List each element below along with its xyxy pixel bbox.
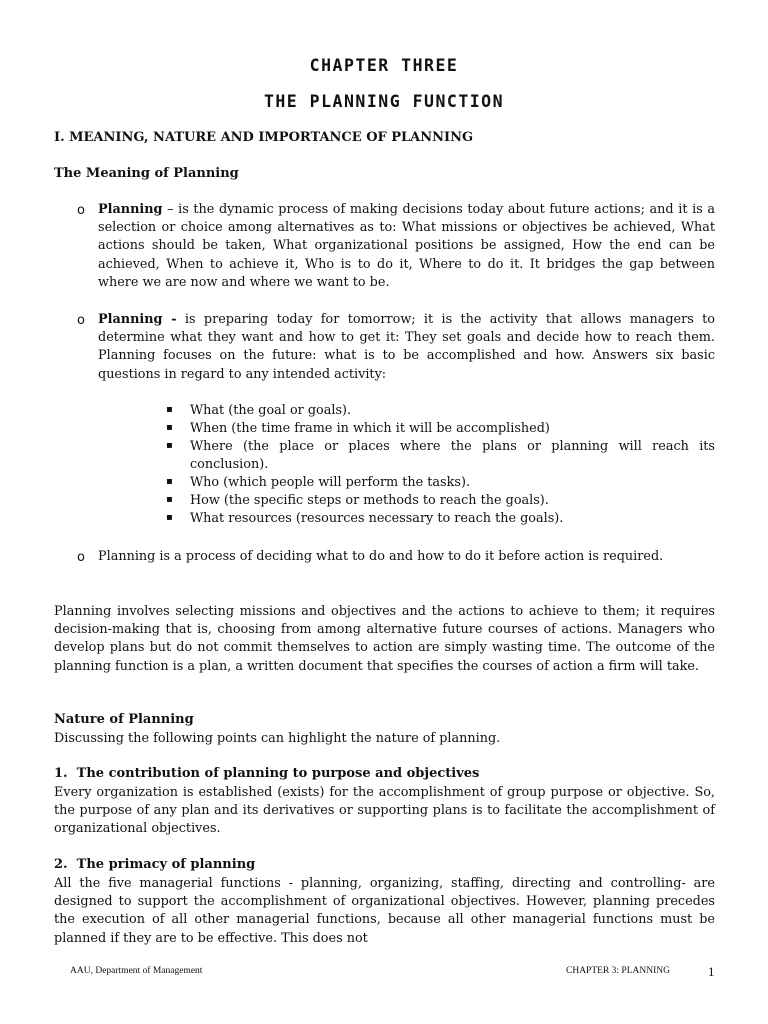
nature-heading: Nature of Planning (54, 712, 194, 727)
footer-chapter: CHAPTER 3: PLANNING (566, 966, 670, 976)
question-item: When (the time frame in which it will be accomplished) (190, 421, 550, 436)
footer-department: AAU, Department of Management (70, 966, 203, 976)
bullet-paragraph-2 (98, 311, 715, 384)
question-item: What resources (resources necessary to reach the goals). (190, 511, 564, 526)
square-bullet: ▪ (166, 494, 173, 505)
point-1-heading (54, 766, 479, 781)
bullet-paragraph-3: Planning is a process of deciding what to do and how to do it before action is required. (98, 549, 664, 564)
point-1-text: Every organization is established (exists) for the accomplishment of group purpose or objective. So, the purpose of any plan and its derivatives or supporting plans is to facilitate the accomplishment of organizational objectives. (54, 785, 715, 837)
bullet-marker-2: o (77, 313, 85, 328)
bullet-term-1: Planning (98, 202, 163, 217)
bullet-term-2: Planning - (98, 312, 177, 327)
question-item: Where (the place or places where the plans or planning will reach its conclusion). (190, 439, 715, 473)
point-2-number: 2. (54, 857, 68, 872)
point-1-number: 1. (54, 766, 68, 781)
point-1-title: The contribution of planning to purpose and objectives (76, 766, 480, 781)
question-item: How (the specific steps or methods to reach the goals). (190, 493, 549, 508)
meaning-heading: The Meaning of Planning (54, 166, 239, 181)
square-bullet: ▪ (166, 476, 173, 487)
question-item: What (the goal or goals). (190, 403, 352, 418)
bullet-marker-1: o (77, 203, 85, 218)
bullet-text-2: is preparing today for tomorrow; it is the activity that allows managers to determine what they want and how to get it: They set goals and decide how to reach them. Planning focuses on the future: what is to be accomplished and how. Answers six basic questions in regard to any intended activity: (98, 312, 715, 382)
nature-intro: Discussing the following points can highlight the nature of planning. (54, 731, 501, 746)
square-bullet: ▪ (166, 422, 173, 433)
section-heading: I. MEANING, NATURE AND IMPORTANCE OF PLANNING (54, 130, 474, 145)
point-2-text: All the five managerial functions - planning, organizing, staffing, directing and controlling- are designed to support the accomplishment of organizational objectives. However, planning precedes the execution of all other managerial functions, because all other managerial functions must be planned if they are to be effective. This does not (54, 876, 715, 946)
planning-involves-paragraph: Planning involves selecting missions and objectives and the actions to achieve to them; it requires decision-making that is, choosing from among alternative future courses of actions. Managers who develop plans but do not commit themselves to action are simply wasting time. The outcome of the planning function is a plan, a written document that specifies the courses of action a firm will take. (54, 604, 715, 674)
bullet-paragraph-1 (98, 201, 715, 292)
chapter-title: CHAPTER THREE (309, 56, 459, 75)
function-title: THE PLANNING FUNCTION (263, 92, 505, 111)
square-bullet: ▪ (166, 404, 173, 415)
bullet-marker-3: o (77, 550, 85, 565)
page-number: 1 (708, 964, 715, 979)
point-2-heading (54, 857, 255, 872)
question-item: Who (which people will perform the tasks). (190, 475, 471, 490)
point-2-title: The primacy of planning (76, 857, 256, 872)
square-bullet: ▪ (166, 440, 173, 451)
bullet-text-1: – is the dynamic process of making decisions today about future actions; and it is a selection or choice among alternatives as to: What missions or objectives be achieved, What actions should be taken, What organizational positions be assigned, How the end can be achieved, When to achieve it, Who is to do it, Where to do it. It bridges the gap between where we are now and where we want to be. (98, 202, 715, 290)
square-bullet: ▪ (166, 512, 173, 523)
